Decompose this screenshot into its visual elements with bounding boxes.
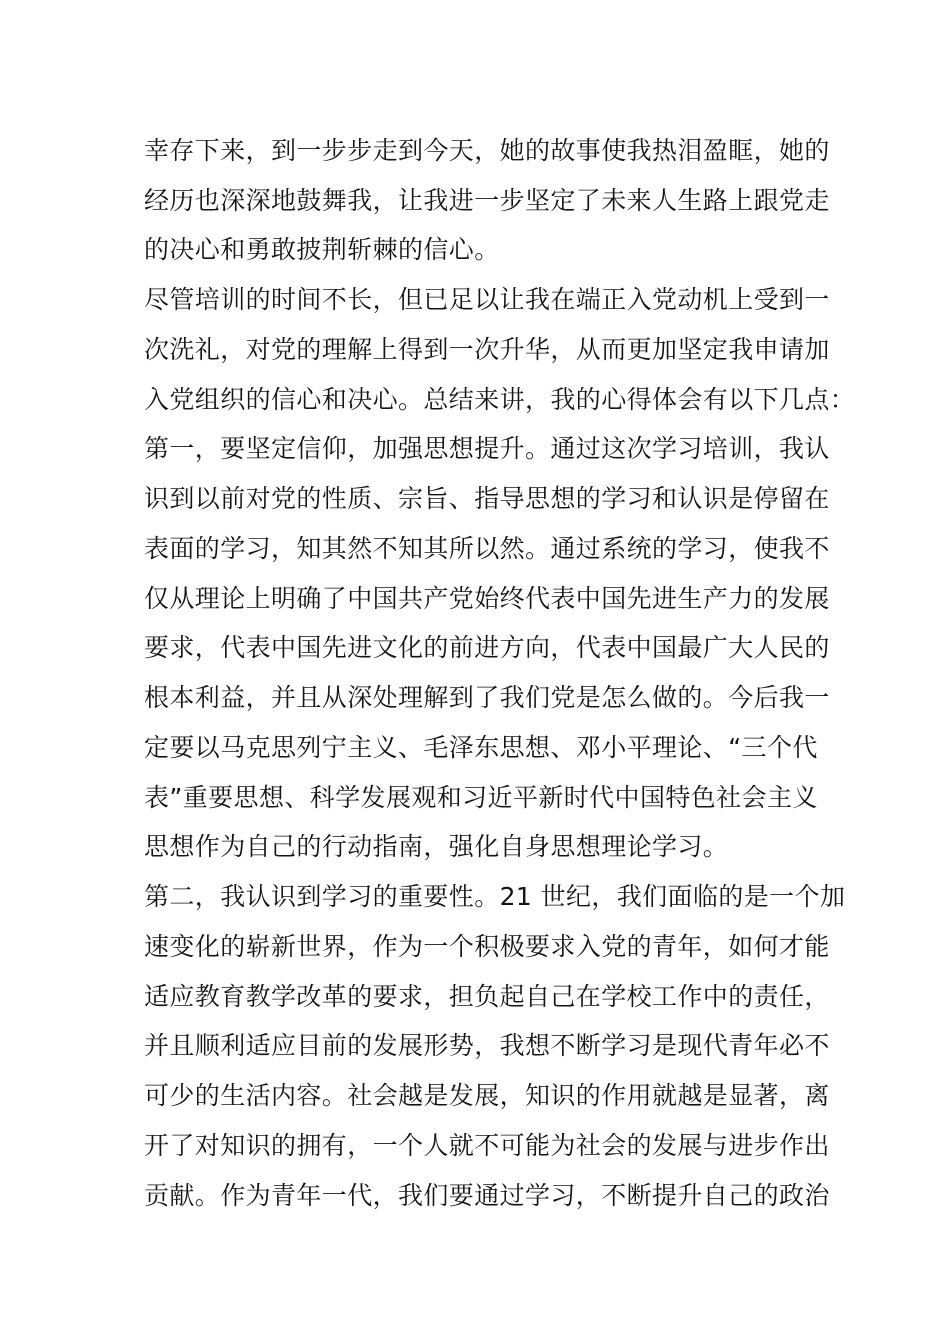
text-line: 贡献。作为青年一代，我们要通过学习，不断提升自己的政治 <box>144 1181 830 1210</box>
text-line: 可少的生活内容。社会越是发展，知识的作用就越是显著，离 <box>144 1081 830 1110</box>
text-line: 经历也深深地鼓舞我，让我进一步坚定了未来人生路上跟党走 <box>144 186 830 215</box>
text-line: 表”重要思想、科学发展观和习近平新时代中国特色社会主义 <box>144 783 818 812</box>
text-line: 速变化的崭新世界，作为一个积极要求入党的青年，如何才能 <box>144 932 830 961</box>
text-line: 开了对知识的拥有，一个人就不可能为社会的发展与进步作出 <box>144 1131 830 1160</box>
text-line: 表面的学习，知其然不知其所以然。通过系统的学习，使我不 <box>144 534 830 563</box>
text-line: 入党组织的信心和决心。总结来讲，我的心得体会有以下几点： <box>144 385 856 414</box>
text-line: 识到以前对党的性质、宗旨、指导思想的学习和认识是停留在 <box>144 484 830 513</box>
text-line: 的决心和勇敢披荆斩棘的信心。 <box>144 235 500 264</box>
text-line: 尽管培训的时间不长，但已足以让我在端正入党动机上受到一 <box>144 285 830 314</box>
text-line: 要求，代表中国先进文化的前进方向，代表中国最广大人民的 <box>144 633 830 662</box>
text-line: 定要以马克思列宁主义、毛泽东思想、邓小平理论、“三个代 <box>144 733 818 762</box>
text-line: 并且顺利适应目前的发展形势，我想不断学习是现代青年必不 <box>144 1031 830 1060</box>
text-line: 仅从理论上明确了中国共产党始终代表中国先进生产力的发展 <box>144 584 830 613</box>
text-line: 根本利益，并且从深处理解到了我们党是怎么做的。今后我一 <box>144 683 830 712</box>
text-line: 次洗礼，对党的理解上得到一次升华，从而更加坚定我申请加 <box>144 335 830 364</box>
text-line: 幸存下来，到一步步走到今天，她的故事使我热泪盈眶，她的 <box>144 136 830 165</box>
text-line: 第一，要坚定信仰，加强思想提升。通过这次学习培训，我认 <box>144 434 830 463</box>
text-line: 思想作为自己的行动指南，强化自身思想理论学习。 <box>144 832 729 861</box>
text-line: 第二，我认识到学习的重要性。21 世纪，我们面临的是一个加 <box>144 882 846 911</box>
text-line: 适应教育教学改革的要求，担负起自己在学校工作中的责任， <box>144 982 830 1011</box>
